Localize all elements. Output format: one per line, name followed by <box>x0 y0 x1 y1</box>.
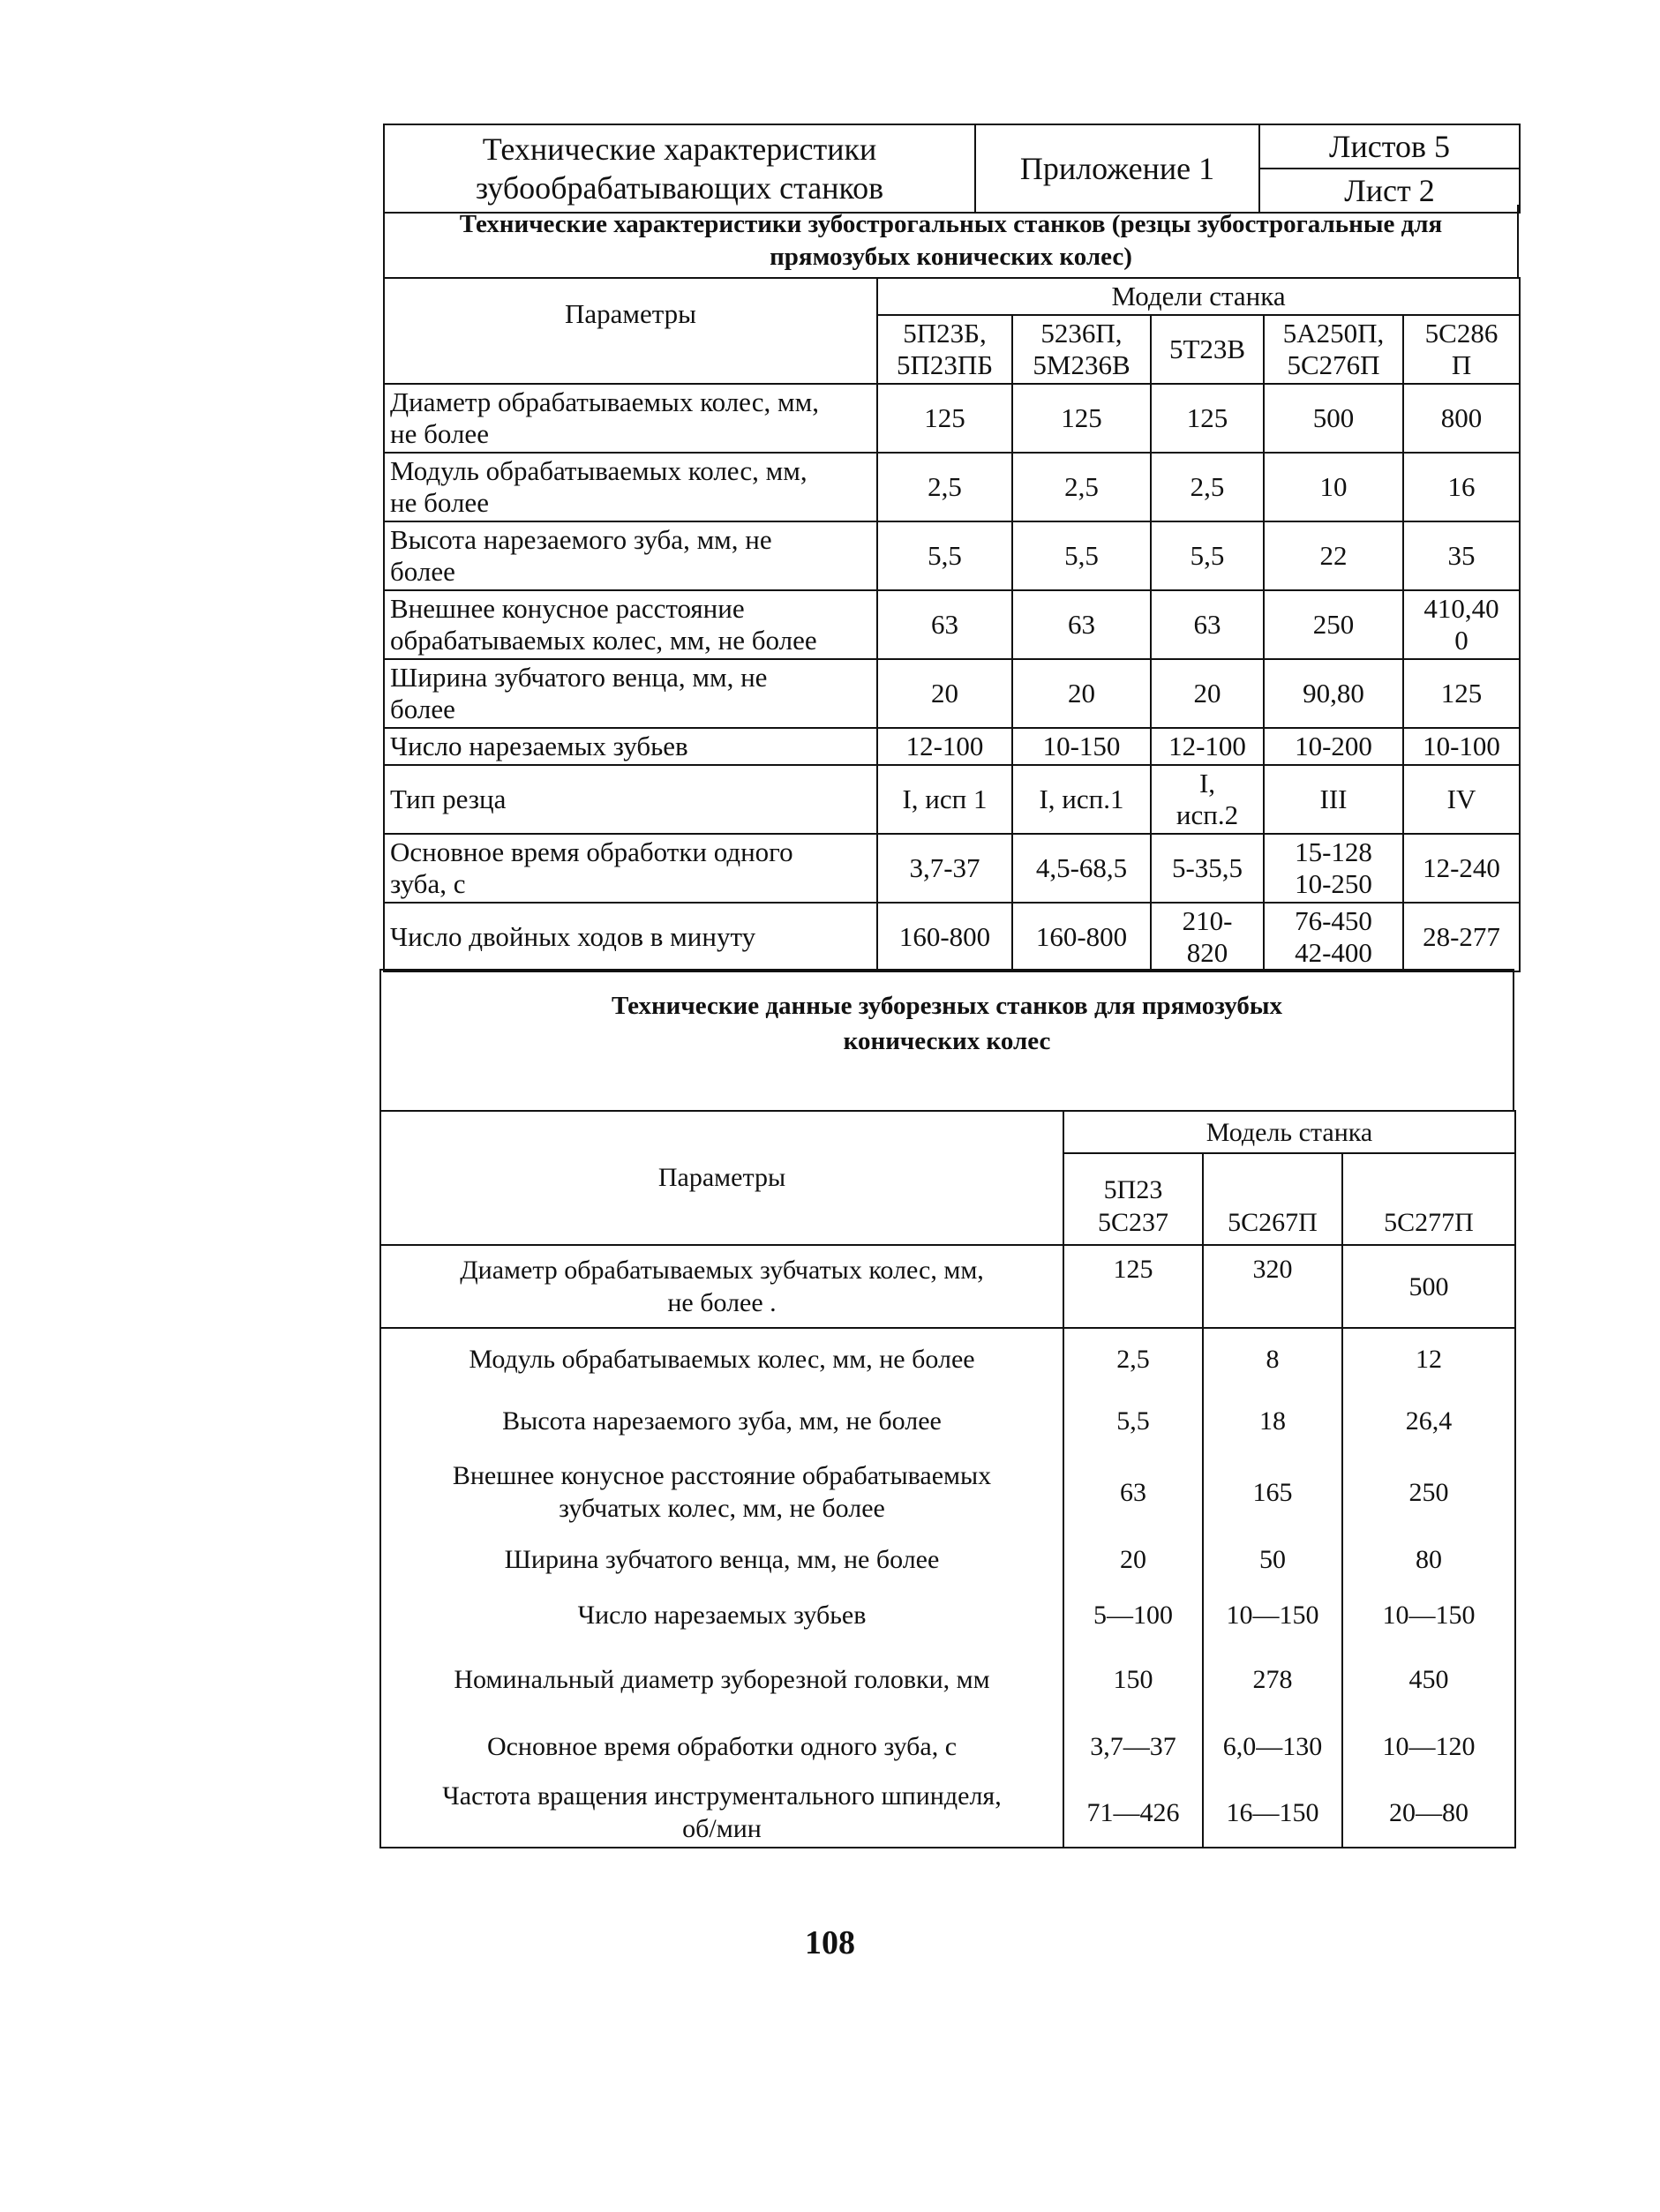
table2-model-0: 5П23 5С237 <box>1063 1153 1203 1245</box>
appendix-label: Приложение 1 <box>975 124 1259 213</box>
table1-value-cell: 63 <box>1151 590 1264 659</box>
table1 <box>383 277 1521 972</box>
table2-param-header: Параметры <box>380 1111 1063 1245</box>
sheets-total: Листов 5 <box>1259 124 1520 169</box>
table1-param-cell: Тип резца <box>384 765 877 834</box>
table1-param-header: Параметры <box>384 278 877 384</box>
table2-value-cell: 80 <box>1342 1533 1515 1586</box>
table1-value-cell: 125 <box>877 384 1012 453</box>
table1-value-cell: 10-200 <box>1264 728 1403 765</box>
table-row <box>380 1245 1515 1328</box>
table2-title: Технические данные зуборезных станков для прямозубых конических колес <box>379 969 1514 1110</box>
table1-value-cell: 10-100 <box>1403 728 1520 765</box>
table2-value-cell: 20 <box>1063 1533 1203 1586</box>
document-header <box>383 124 1521 214</box>
table-row <box>384 834 1520 903</box>
table1-value-cell: 10 <box>1264 453 1403 521</box>
table1-value-cell: 20 <box>1012 659 1151 728</box>
table1-value-cell: 10-150 <box>1012 728 1151 765</box>
document-title: Технические характеристики зубообрабатывающих станков <box>384 124 975 213</box>
table2-value-cell: 50 <box>1203 1533 1342 1586</box>
table1-model-2: 5Т23В <box>1151 315 1264 384</box>
table1-model-0: 5П23Б, 5П23ПБ <box>877 315 1012 384</box>
table1-value-cell: 63 <box>1012 590 1151 659</box>
table1-value-cell: 16 <box>1403 453 1520 521</box>
table1-value-cell: 5,5 <box>877 521 1012 590</box>
table1-value-cell: 210- 820 <box>1151 903 1264 971</box>
table2-value-cell: 250 <box>1342 1451 1515 1533</box>
table1-value-cell: III <box>1264 765 1403 834</box>
table1-value-cell: 15-128 10-250 <box>1264 834 1403 903</box>
table1-value-cell: 250 <box>1264 590 1403 659</box>
table2-value-cell: 5,5 <box>1063 1390 1203 1451</box>
table1-value-cell: I, исп.2 <box>1151 765 1264 834</box>
table2-param-cell: Номинальный диаметр зуборезной головки, мм <box>380 1644 1063 1714</box>
table1-value-cell: I, исп 1 <box>877 765 1012 834</box>
table1-value-cell: 160-800 <box>1012 903 1151 971</box>
table1-value-cell: 410,40 0 <box>1403 590 1520 659</box>
table2-param-cell: Основное время обработки одного зуба, с <box>380 1714 1063 1778</box>
table2-value-cell: 320 <box>1203 1245 1342 1328</box>
table1-param-cell: Ширина зубчатого венца, мм, не более <box>384 659 877 728</box>
table2-model-2: 5С277П <box>1342 1153 1515 1245</box>
table2-value-cell: 10—120 <box>1342 1714 1515 1778</box>
table1-value-cell: IV <box>1403 765 1520 834</box>
table2-value-cell: 20—80 <box>1342 1778 1515 1848</box>
table1-value-cell: 20 <box>877 659 1012 728</box>
table-row <box>380 1714 1515 1778</box>
table1-value-cell: 90,80 <box>1264 659 1403 728</box>
table1-value-cell: 800 <box>1403 384 1520 453</box>
table1-value-cell: 28-277 <box>1403 903 1520 971</box>
table1-value-cell: 3,7-37 <box>877 834 1012 903</box>
table-row <box>384 728 1520 765</box>
table-row <box>380 1778 1515 1848</box>
table-row <box>380 1586 1515 1644</box>
table2-param-cell: Частота вращения инструментального шпинделя, об/мин <box>380 1778 1063 1848</box>
table2-param-cell: Внешнее конусное расстояние обрабатываемых зубчатых колес, мм, не более <box>380 1451 1063 1533</box>
table2-value-cell: 16—150 <box>1203 1778 1342 1848</box>
table-row <box>384 659 1520 728</box>
table-row <box>380 1390 1515 1451</box>
table1-model-4: 5С286 П <box>1403 315 1520 384</box>
sheet-number: Лист 2 <box>1259 169 1520 213</box>
table2-value-cell: 2,5 <box>1063 1328 1203 1390</box>
table1-model-1: 5236П, 5М236В <box>1012 315 1151 384</box>
table1-value-cell: 20 <box>1151 659 1264 728</box>
table1-value-cell: 2,5 <box>1151 453 1264 521</box>
table1-value-cell: 12-100 <box>877 728 1012 765</box>
table2-value-cell: 5—100 <box>1063 1586 1203 1644</box>
table2-value-cell: 450 <box>1342 1644 1515 1714</box>
table2-param-cell: Ширина зубчатого венца, мм, не более <box>380 1533 1063 1586</box>
table2-model-1: 5С267П <box>1203 1153 1342 1245</box>
table1-param-cell: Модуль обрабатываемых колес, мм, не более <box>384 453 877 521</box>
table2-param-cell: Диаметр обрабатываемых зубчатых колес, мм, не более . <box>380 1245 1063 1328</box>
table-row <box>384 521 1520 590</box>
table1-value-cell: 2,5 <box>877 453 1012 521</box>
table1-value-cell: 35 <box>1403 521 1520 590</box>
table1-value-cell: 63 <box>877 590 1012 659</box>
table1-value-cell: 4,5-68,5 <box>1012 834 1151 903</box>
gear-shaping-machines-section <box>383 205 1519 972</box>
table1-value-cell: 125 <box>1403 659 1520 728</box>
table2-value-cell: 10—150 <box>1342 1586 1515 1644</box>
table1-value-cell: 12-100 <box>1151 728 1264 765</box>
table2-value-cell: 18 <box>1203 1390 1342 1451</box>
table2-value-cell: 165 <box>1203 1451 1342 1533</box>
table-row <box>384 453 1520 521</box>
table2-value-cell: 12 <box>1342 1328 1515 1390</box>
table2-value-cell: 8 <box>1203 1328 1342 1390</box>
table-row <box>380 1328 1515 1390</box>
table1-value-cell: 2,5 <box>1012 453 1151 521</box>
table1-param-cell: Число нарезаемых зубьев <box>384 728 877 765</box>
table1-value-cell: I, исп.1 <box>1012 765 1151 834</box>
table2-value-cell: 3,7—37 <box>1063 1714 1203 1778</box>
table1-value-cell: 76-450 42-400 <box>1264 903 1403 971</box>
table2-value-cell: 6,0—130 <box>1203 1714 1342 1778</box>
table1-header-row <box>384 278 1520 315</box>
gear-cutting-machines-section <box>379 969 1514 1848</box>
table1-value-cell: 5,5 <box>1151 521 1264 590</box>
table2-value-cell: 125 <box>1063 1245 1203 1328</box>
table-row <box>380 1533 1515 1586</box>
table2-param-cell: Модуль обрабатываемых колес, мм, не более <box>380 1328 1063 1390</box>
table1-value-cell: 5-35,5 <box>1151 834 1264 903</box>
table1-models-header: Модели станка <box>877 278 1520 315</box>
table2-value-cell: 71—426 <box>1063 1778 1203 1848</box>
page-number: 108 <box>805 1924 855 1961</box>
table2-param-cell: Число нарезаемых зубьев <box>380 1586 1063 1644</box>
table2 <box>379 1110 1516 1848</box>
table2-value-cell: 26,4 <box>1342 1390 1515 1451</box>
table-row <box>384 590 1520 659</box>
table2-value-cell: 63 <box>1063 1451 1203 1533</box>
table1-value-cell: 500 <box>1264 384 1403 453</box>
table-row <box>380 1644 1515 1714</box>
table2-value-cell: 278 <box>1203 1644 1342 1714</box>
table1-value-cell: 160-800 <box>877 903 1012 971</box>
table1-param-cell: Число двойных ходов в минуту <box>384 903 877 971</box>
table1-param-cell: Внешнее конусное расстояние обрабатываемых колес, мм, не более <box>384 590 877 659</box>
table1-param-cell: Высота нарезаемого зуба, мм, не более <box>384 521 877 590</box>
table1-value-cell: 12-240 <box>1403 834 1520 903</box>
table1-value-cell: 22 <box>1264 521 1403 590</box>
table-row <box>380 1451 1515 1533</box>
table1-model-3: 5А250П, 5С276П <box>1264 315 1403 384</box>
table2-value-cell: 500 <box>1342 1245 1515 1328</box>
table2-param-cell: Высота нарезаемого зуба, мм, не более <box>380 1390 1063 1451</box>
table1-param-cell: Основное время обработки одного зуба, с <box>384 834 877 903</box>
table1-title: Технические характеристики зубострогальных станков (резцы зубострогальные для прямозубых конических колес) <box>383 205 1519 279</box>
table2-header-row <box>380 1111 1515 1153</box>
table-row <box>384 903 1520 971</box>
table-row <box>384 765 1520 834</box>
table1-value-cell: 125 <box>1012 384 1151 453</box>
table-row <box>384 384 1520 453</box>
table1-param-cell: Диаметр обрабатываемых колес, мм, не более <box>384 384 877 453</box>
table2-value-cell: 10—150 <box>1203 1586 1342 1644</box>
table1-value-cell: 125 <box>1151 384 1264 453</box>
table2-value-cell: 150 <box>1063 1644 1203 1714</box>
table2-model-header: Модель станка <box>1063 1111 1515 1153</box>
table1-value-cell: 5,5 <box>1012 521 1151 590</box>
